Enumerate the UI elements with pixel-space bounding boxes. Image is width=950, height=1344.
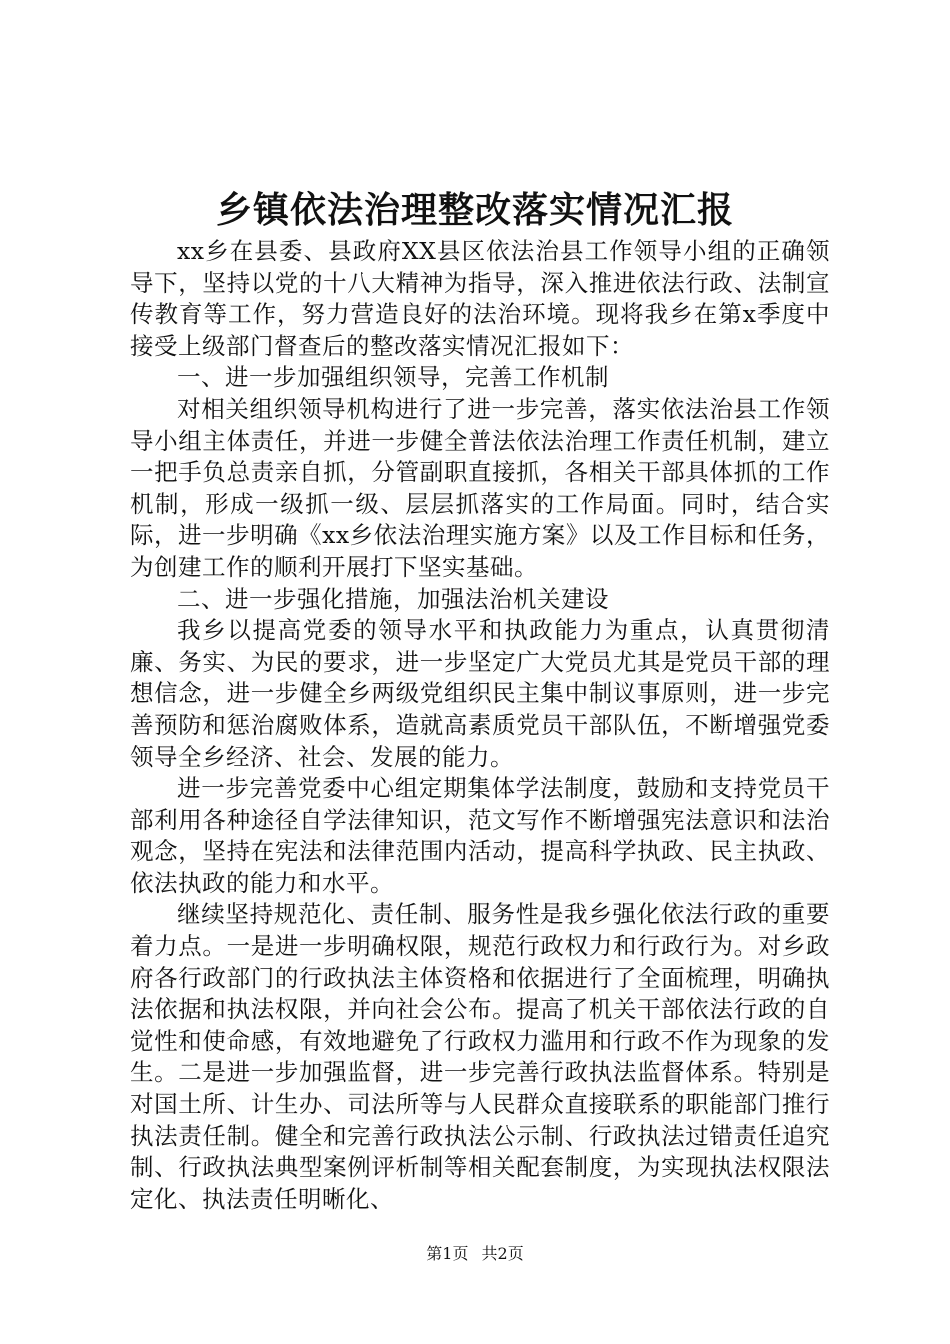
section-2-paragraph-1: 我乡以提高党委的领导水平和执政能力为重点，认真贯彻清廉、务实、为民的要求，进一步坚定广大党员尤其是党员干部的理想信念，进一步健全乡两级党组织民主集中制议事原则，进一步完善预防和惩治腐败体系，造就高素质党员干部队伍，不断增强党委领导全乡经济、社会、发展的能力。 (130, 616, 830, 771)
page-total: 共2页 (481, 1244, 524, 1263)
intro-paragraph: xx乡在县委、县政府XX县区依法治县工作领导小组的正确领导下，坚持以党的十八大精神为指导，深入推进依法行政、法制宣传教育等工作，努力营造良好的法治环境。现将我乡在第x季度中接受上级部门督查后的整改落实情况汇报如下： (130, 237, 830, 360)
page-footer (0, 1243, 950, 1265)
document-body (130, 236, 830, 1215)
section-2-paragraph-3: 继续坚持规范化、责任制、服务性是我乡强化依法行政的重要着力点。一是进一步明确权限，规范行政权力和行政行为。对乡政府各行政部门的行政执法主体资格和依据进行了全面梳理，明确执法依据和执法权限，并向社会公布。提高了机关干部依法行政的自觉性和使命感，有效地避免了行政权力滥用和行政不作为现象的发生。二是进一步加强监督，进一步完善行政执法监督体系。特别是对国土所、计生办、司法所等与人民群众直接联系的职能部门推行执法责任制。健全和完善行政执法公示制、行政执法过错责任追究制、行政执法典型案例评析制等相关配套制度，为实现执法权限法定化、执法责任明晰化、 (130, 900, 830, 1213)
section-heading-1: 一、进一步加强组织领导，完善工作机制 (177, 363, 609, 392)
section-heading-2: 二、进一步强化措施，加强法治机关建设 (177, 584, 609, 613)
section-1-paragraph: 对相关组织领导机构进行了进一步完善，落实依法治县工作领导小组主体责任，并进一步健全普法依法治理工作责任机制，建立一把手负总责亲自抓，分管副职直接抓，各相关干部具体抓的工作机制，形成一级抓一级、层层抓落实的工作局面。同时，结合实际，进一步明确《xx乡依法治理实施方案》以及工作目标和任务，为创建工作的顺利开展打下坚实基础。 (130, 394, 830, 581)
document-title: 乡镇依法治理整改落实情况汇报 (215, 189, 734, 231)
section-2-paragraph-2: 进一步完善党委中心组定期集体学法制度，鼓励和支持党员干部利用各种途径自学法律知识，范文写作不断增强宪法意识和法治观念，坚持在宪法和法律范围内活动，提高科学执政、民主执政、依法执政的能力和水平。 (130, 774, 830, 897)
page-number: 第1页 (426, 1244, 469, 1263)
